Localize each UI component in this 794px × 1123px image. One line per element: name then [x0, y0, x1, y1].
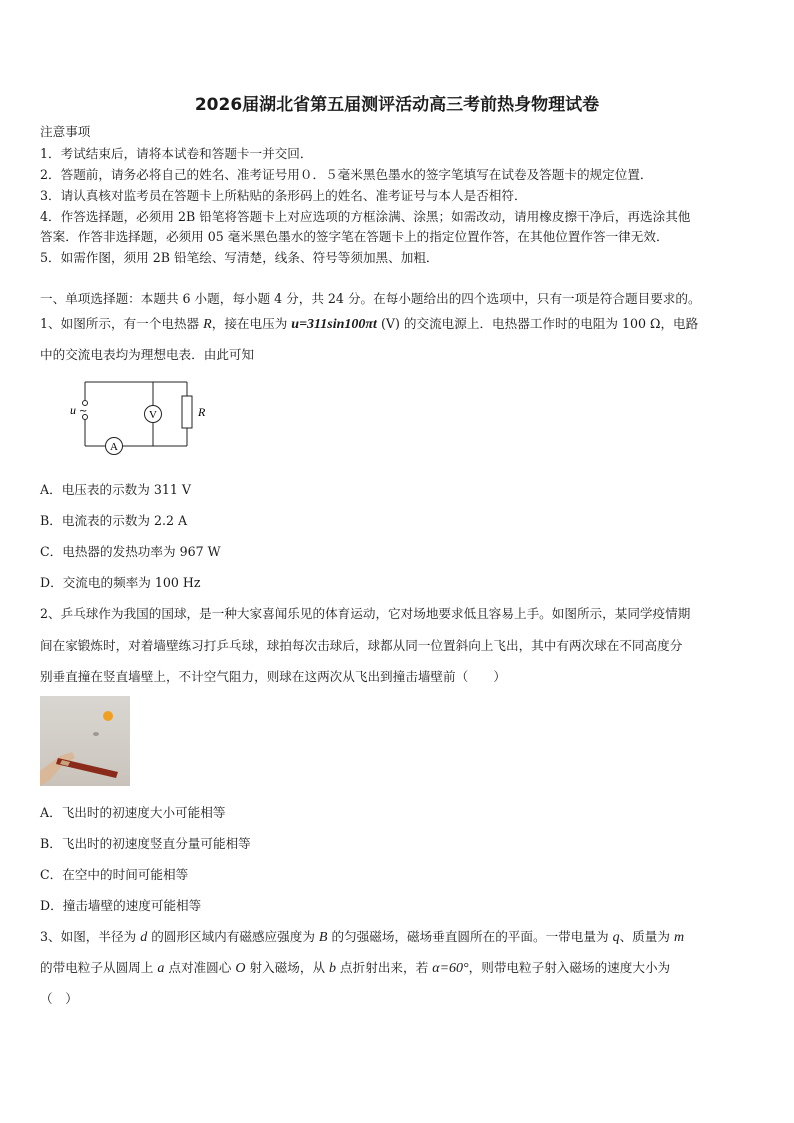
question-2-option: D．撞击墙壁的速度可能相等	[40, 898, 202, 913]
question-1-stem-line1: 1、如图所示，有一个电热器 R，接在电压为 u=311sin100πt (V) 的交流电源上．电热器工作时的电阻为 100 Ω，电路	[40, 316, 699, 332]
ping-pong-photo	[40, 696, 130, 786]
question-2-option: B．飞出时的初速度竖直分量可能相等	[40, 836, 251, 851]
ping-pong-ball-icon	[103, 711, 113, 721]
question-1-option: D．交流电的频率为 100 Hz	[40, 575, 201, 590]
question-3-stem-line2: 的带电粒子从圆周上 a 点对准圆心 O 射入磁场，从 b 点折射出来，若 α=60°，则带电粒子射入磁场的速度大小为	[40, 960, 671, 976]
notice-heading: 注意事项	[40, 124, 91, 139]
notice-item: 3．请认真核对监考员在答题卡上所粘贴的条形码上的姓名、准考证号与本人是否相符．	[40, 188, 527, 203]
notice-item: 1．考试结束后，请将本试卷和答题卡一并交回．	[40, 146, 313, 161]
question-2-option: A．飞出时的初速度大小可能相等	[40, 805, 226, 820]
page-title: 2026届湖北省第五届测评活动高三考前热身物理试卷	[194, 95, 600, 115]
notice-item: 答案．作答非选择题，必须用 05 毫米黑色墨水的签字笔在答题卡上的指定位置作答，在其他位置作答一律无效．	[40, 229, 669, 244]
question-1-option: B．电流表的示数为 2.2 A	[40, 513, 188, 528]
resistor-label: R	[198, 405, 206, 419]
question-1-option: A．电压表的示数为 311 V	[40, 482, 191, 497]
notice-item: 2．答题前，请务必将自己的姓名、准考证号用０．５毫米黑色墨水的签字笔填写在试卷及答题卡的规定位置．	[40, 167, 653, 182]
question-2-stem-line: 2、乒乓球作为我国的国球，是一种大家喜闻乐见的体育运动，它对场地要求低且容易上手。如图所示，某同学疫情期	[40, 606, 691, 621]
section-heading: 一、单项选择题：本题共 6 小题，每小题 4 分，共 24 分。在每小题给出的四个选项中，只有一项是符合题目要求的。	[40, 291, 701, 306]
notice-item: 5．如需作图，须用 2B 铅笔绘、写清楚，线条、符号等须加黑、加粗．	[40, 250, 439, 265]
hand-icon	[40, 752, 75, 786]
question-2-stem-line: 别垂直撞在竖直墙壁上，不计空气阻力，则球在这两次从飞出到撞击墙壁前（ ）	[40, 669, 506, 684]
voltmeter-label: V	[149, 409, 157, 421]
question-1-option: C．电热器的发热功率为 967 W	[40, 544, 221, 559]
question-3-stem-line1: 3、如图，半径为 d 的圆形区域内有磁感应强度为 B 的匀强磁场，磁场垂直圆所在的平面。一带电量为 q、质量为 m	[40, 929, 685, 945]
source-label: u	[70, 403, 76, 417]
question-1-stem-line2: 中的交流电表均为理想电表．由此可知	[40, 347, 255, 362]
question-2-option: C．在空中的时间可能相等	[40, 867, 189, 882]
ammeter-label: A	[110, 441, 118, 453]
notice-item: 4．作答选择题，必须用 2B 铅笔将答题卡上对应选项的方框涂满、涂黑；如需改动，请用橡皮擦干净后，再选涂其他	[40, 209, 691, 224]
ac-symbol-icon: ~	[79, 406, 88, 417]
question-2-stem-line: 间在家锻炼时，对着墙壁练习打乒乓球，球拍每次击球后，球都从同一位置斜向上飞出，其中有两次球在不同高度分	[40, 638, 683, 653]
circuit-diagram	[60, 370, 220, 460]
question-3-answer-blank: （ ）	[40, 991, 78, 1006]
